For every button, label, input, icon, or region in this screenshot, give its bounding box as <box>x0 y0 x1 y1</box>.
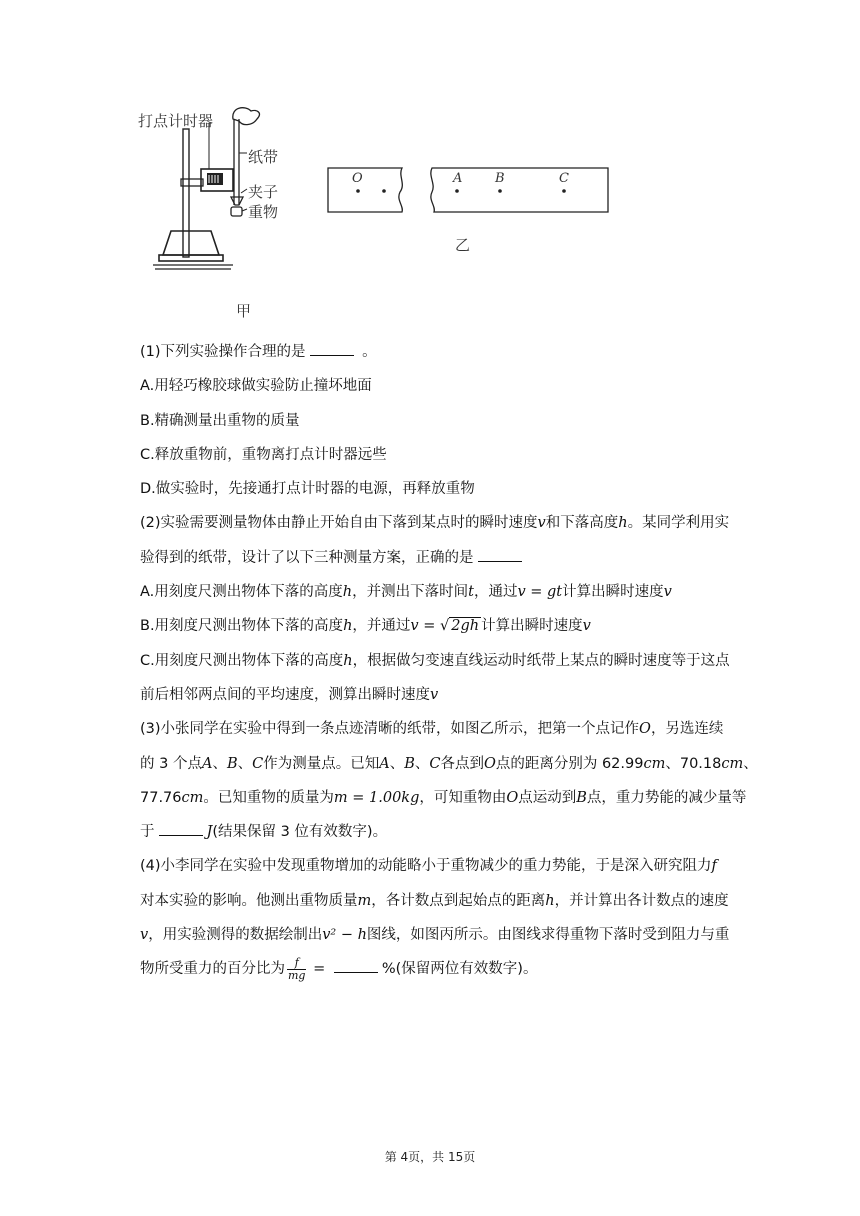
q2-stem-line1: (2)实验需要测量物体由静止开始自由下落到某点时的瞬时速度v和下落高度h。某同学利用实 <box>140 515 730 532</box>
q1-option-c: C.释放重物前，重物离打点计时器远些 <box>140 446 387 463</box>
q4-line4: 物所受重力的百分比为 $\frac{f}{mg}$ = %(保留两位有效数字)。 <box>140 955 538 982</box>
label-timer: 打点计时器 <box>138 112 214 130</box>
sqrt-sign: √ <box>439 618 450 635</box>
q4-line3: v，用实验测得的数据绘制出v² − h图线，如图丙所示。由图线求得重物下落时受到阻力与重 <box>140 927 730 944</box>
q2-option-c-line2: 前后相邻两点间的平均速度，测算出瞬时速度v <box>140 686 439 703</box>
point-o: O <box>352 171 363 186</box>
q3-line3: 77.76cm。已知重物的质量为m = 1.00kg，可知重物由O点运动到B点，重力势能的减少量等 <box>140 789 747 806</box>
point-a: A <box>453 171 463 186</box>
label-clip: 夹子 <box>248 183 279 201</box>
q1-option-b: B.精确测量出重物的质量 <box>140 412 300 429</box>
answer-blank <box>334 958 378 973</box>
q3-line2: 的 3 个点A、B、C作为测量点。已知A、B、C各点到O点的距离分别为 62.99cm、70.18cm、 <box>140 755 758 772</box>
caption-yi: 乙 <box>455 236 471 254</box>
point-b: B <box>495 171 505 186</box>
point-c: C <box>559 171 569 186</box>
label-tape: 纸带 <box>248 148 279 166</box>
answer-blank <box>310 341 354 356</box>
q2-option-b: B.用刻度尺测出物体下落的高度h，并通过v = √ 2gh 计算出瞬时速度v <box>140 618 591 635</box>
q2-stem-line2: 验得到的纸带，设计了以下三种测量方案，正确的是 <box>140 541 780 575</box>
question-text <box>140 335 780 987</box>
answer-blank <box>478 547 522 562</box>
q3-line4: 于 J(结果保留 3 位有效数字)。 <box>140 815 780 849</box>
answer-blank <box>159 821 203 836</box>
fraction-f-over-mg: $\frac{f}{mg}$ <box>288 955 306 982</box>
caption-jia: 甲 <box>236 302 252 320</box>
q4-line1: (4)小李同学在实验中发现重物增加的动能略小于重物减少的重力势能，于是深入研究阻力f <box>140 858 717 875</box>
page-footer: 第 4页，共 15页 <box>384 1150 476 1164</box>
q1-stem: (1)下列实验操作合理的是 。 <box>140 335 780 369</box>
q2-option-a: A.用刻度尺测出物体下落的高度h，并测出下落时间t，通过v = gt计算出瞬时速度v <box>140 584 672 601</box>
q1-option-a: A.用轻巧橡胶球做实验防止撞坏地面 <box>140 378 372 395</box>
label-weight: 重物 <box>248 203 279 221</box>
q1-option-d: D.做实验时，先接通打点计时器的电源，再释放重物 <box>140 481 475 498</box>
q2-option-c-line1: C.用刻度尺测出物体下落的高度h，根据做匀变速直线运动时纸带上某点的瞬时速度等于这点 <box>140 652 730 669</box>
q4-line2: 对本实验的影响。他测出重物质量m，各计数点到起始点的距离h，并计算出各计数点的速度 <box>140 892 729 909</box>
q3-line1: (3)小张同学在实验中得到一条点迹清晰的纸带，如图乙所示，把第一个点记作O，另选连续 <box>140 721 724 738</box>
